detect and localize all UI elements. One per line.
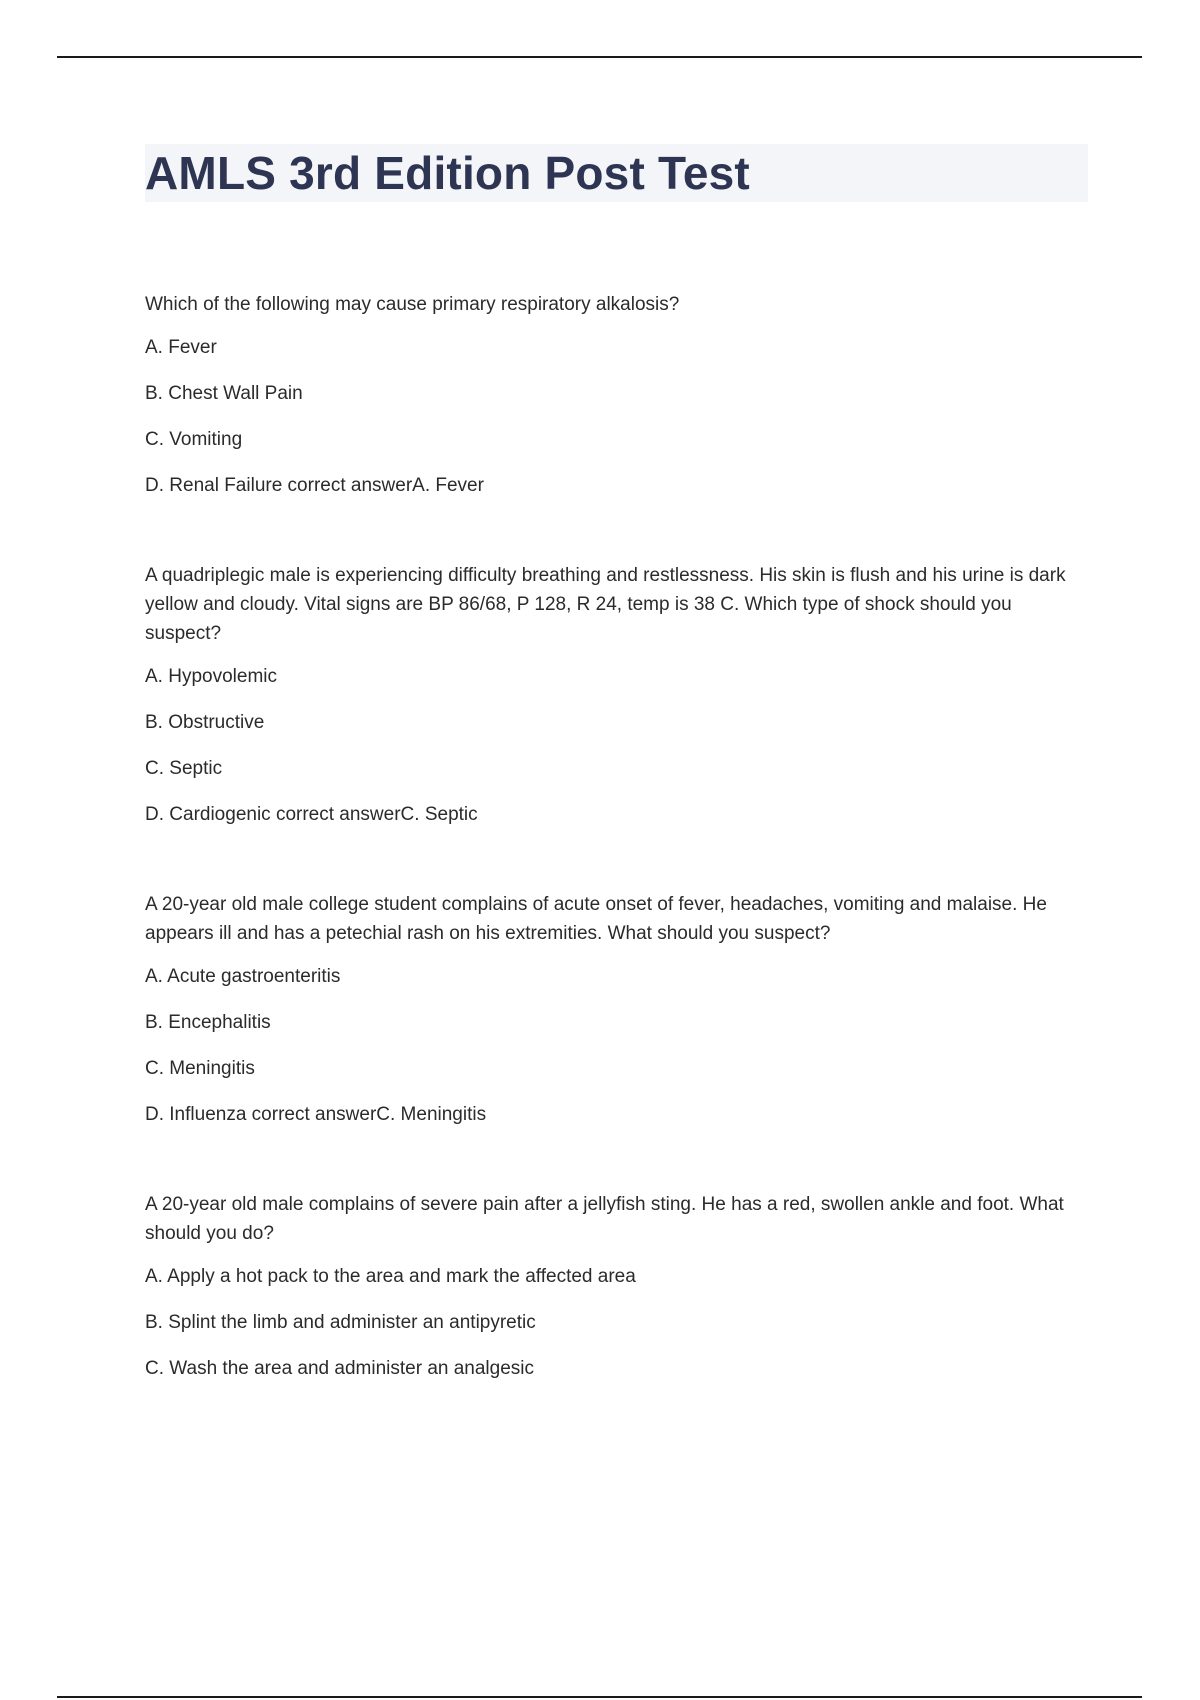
- answer-option: A. Acute gastroenteritis: [145, 966, 341, 987]
- answer-option: B. Encephalitis: [145, 1012, 271, 1033]
- question-text: A 20-year old male complains of severe pain after a jellyfish sting. He has a red, swollen ankle and foot. What should you do?: [145, 1194, 1064, 1244]
- answer-option: A. Hypovolemic: [145, 666, 277, 687]
- answer-option: C. Septic: [145, 758, 223, 779]
- answer-option: B. Chest Wall Pain: [145, 383, 303, 404]
- answer-option-with-correct-answer: D. Cardiogenic correct answerC. Septic: [145, 804, 478, 825]
- answer-option: C. Wash the area and administer an analgesic: [145, 1358, 535, 1379]
- question-list: [145, 290, 1090, 1400]
- answer-option-with-correct-answer: D. Renal Failure correct answerA. Fever: [145, 475, 484, 496]
- question-3: [145, 890, 1090, 1146]
- question-2: [145, 561, 1090, 846]
- answer-option: B. Splint the limb and administer an antipyretic: [145, 1312, 536, 1333]
- answer-option: A. Fever: [145, 337, 217, 358]
- header-rule: [57, 56, 1142, 58]
- question-text: A 20-year old male college student complains of acute onset of fever, headaches, vomiting and malaise. He appears ill and has a petechial rash on his extremities. What should you suspect?: [145, 894, 1047, 944]
- page-title: AMLS 3rd Edition Post Test: [145, 147, 750, 199]
- footer-rule: [57, 1696, 1142, 1698]
- question-text: A quadriplegic male is experiencing difficulty breathing and restlessness. His skin is flush and his urine is dark yellow and cloudy. Vital signs are BP 86/68, P 128, R 24, temp is 38 C. Which type of shock should you suspect?: [145, 565, 1066, 644]
- question-1: [145, 290, 1090, 517]
- answer-option: C. Meningitis: [145, 1058, 255, 1079]
- answer-option: B. Obstructive: [145, 712, 265, 733]
- answer-option-with-correct-answer: D. Influenza correct answerC. Meningitis: [145, 1104, 487, 1125]
- question-text: Which of the following may cause primary respiratory alkalosis?: [145, 294, 680, 315]
- answer-option: A. Apply a hot pack to the area and mark the affected area: [145, 1266, 636, 1287]
- answer-option: C. Vomiting: [145, 429, 243, 450]
- question-4: [145, 1190, 1090, 1400]
